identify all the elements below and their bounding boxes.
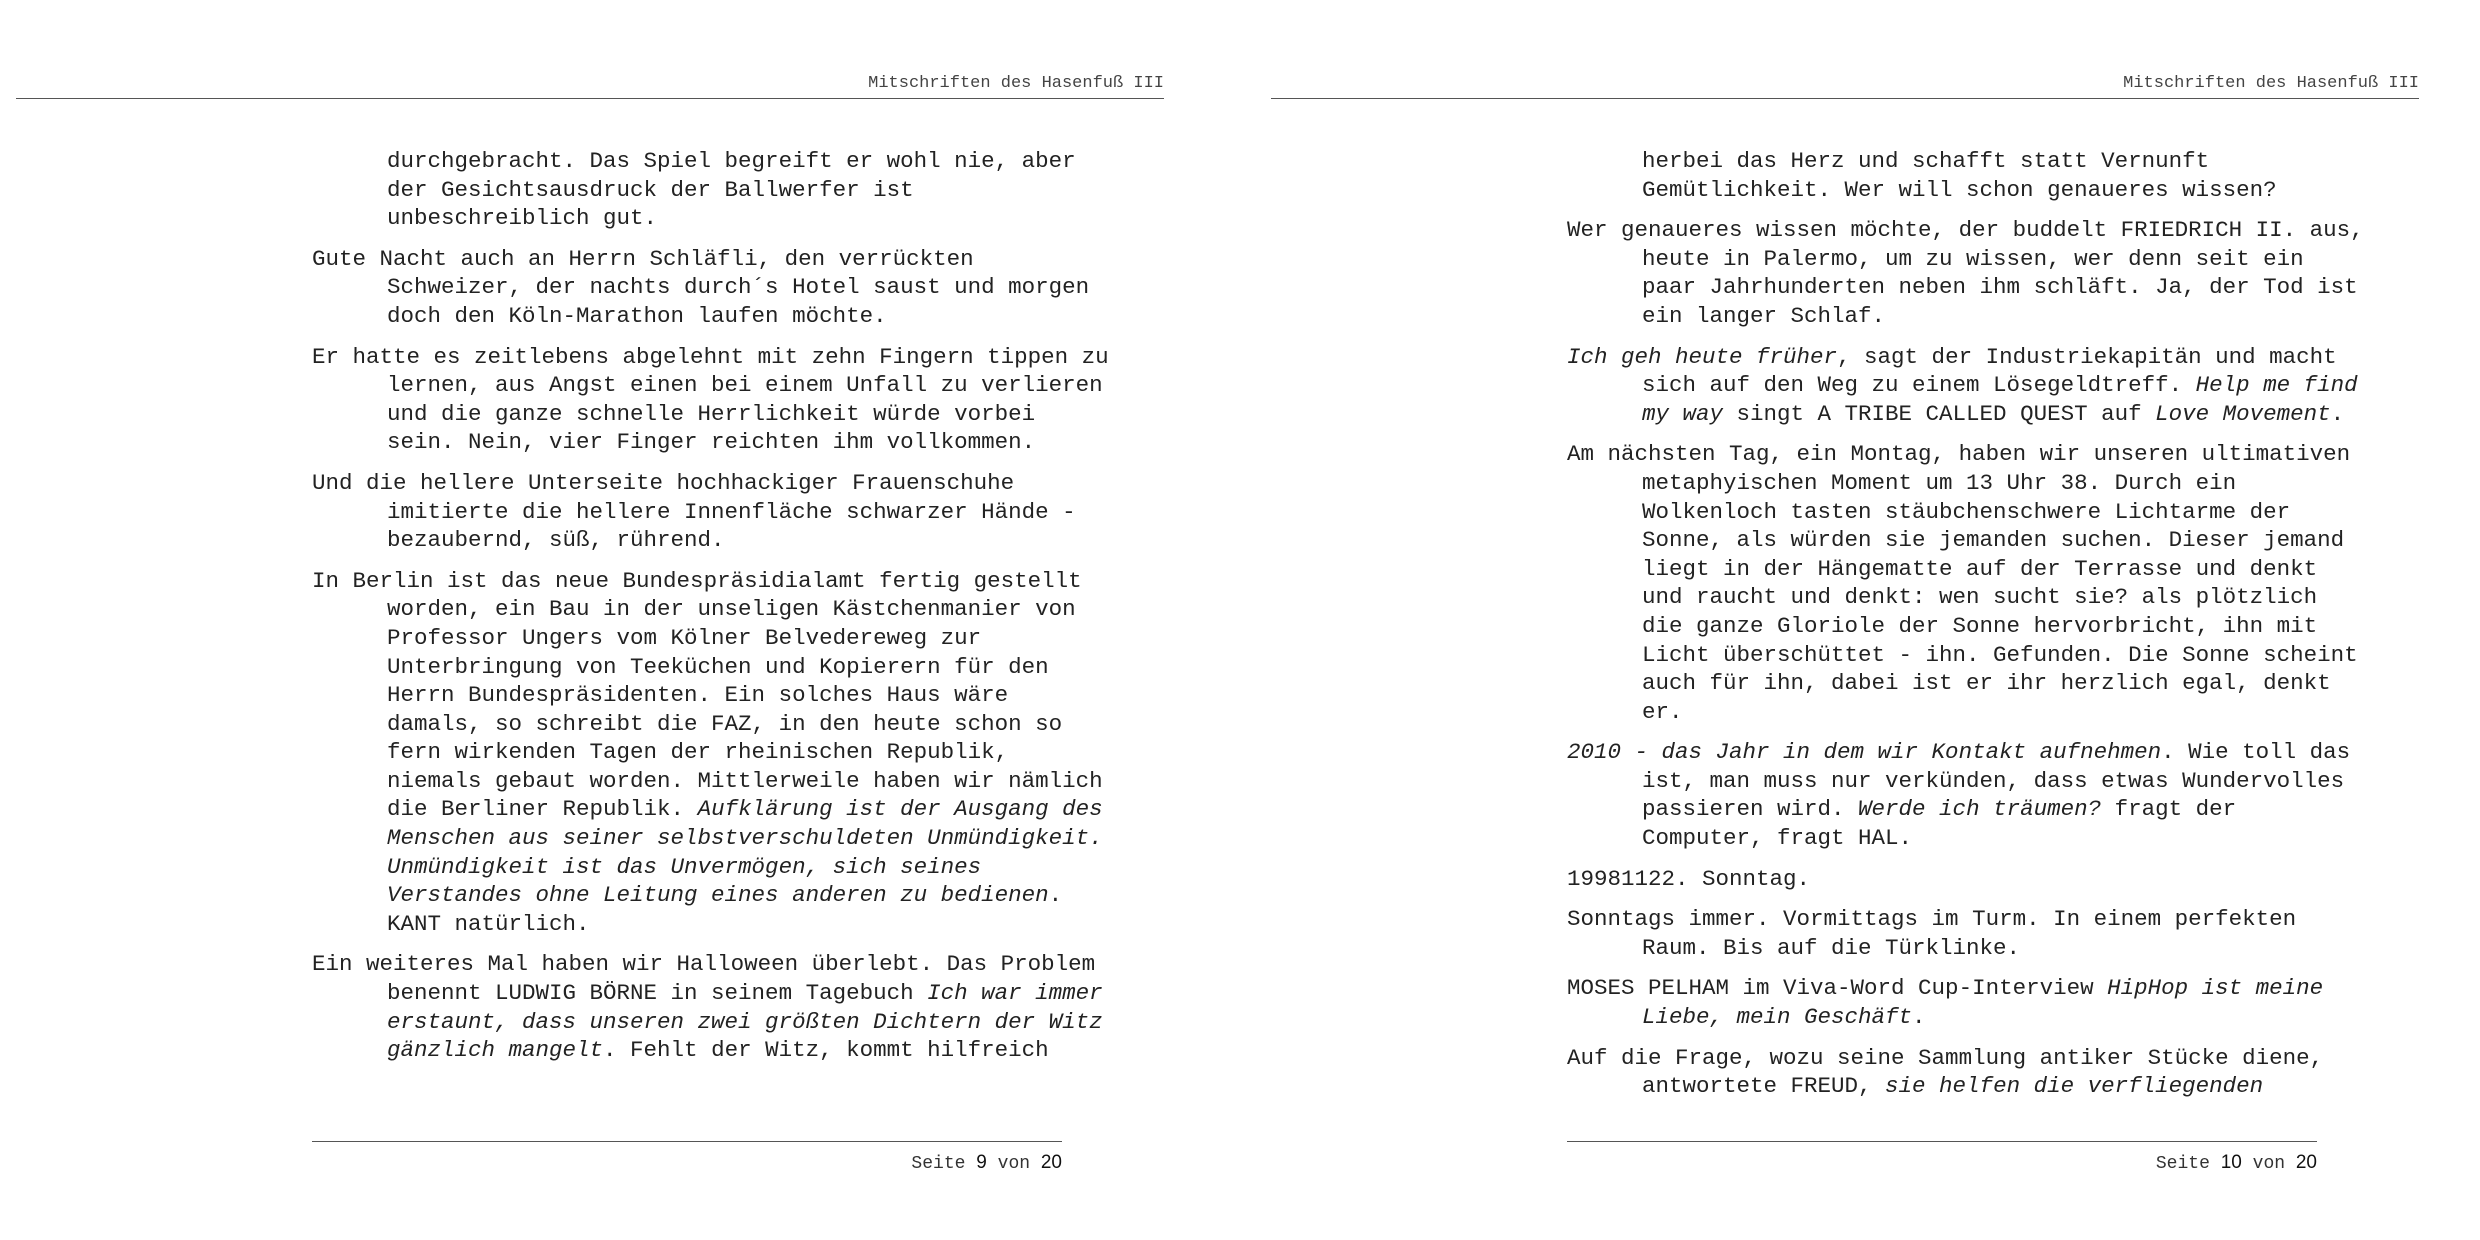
paragraph [1567, 738, 2367, 852]
italic-text: Aufklärung ist der Ausgang des Menschen aus seiner selbstverschuldeten Unmündigkeit. Unmündigkeit ist das Unvermögen, sich seines Verstandes ohne Leitung eines anderen zu bedienen [387, 796, 1103, 909]
paragraph [1567, 440, 2367, 726]
footer-rule [312, 1141, 1062, 1142]
paragraph [1567, 147, 2367, 204]
footer-mid: von [997, 1154, 1031, 1174]
text-segment: Wer genaueres wissen möchte, der buddelt FRIEDRICH II. aus, heute in Palermo, um zu wissen, wer denn seit ein paar Jahrhunderten neben ihm schläft. Ja, der Tod ist ein langer Schlaf. [1567, 217, 2364, 329]
paragraph [1567, 216, 2367, 330]
italic-text: Ich geh heute früher [1567, 343, 1838, 370]
paragraph [312, 147, 1112, 233]
paragraph [312, 469, 1112, 555]
body-text [312, 147, 1112, 1077]
italic-text: HipHop ist meine Liebe, mein Geschäft [1642, 975, 2324, 1031]
footer-prefix: Seite [2155, 1154, 2210, 1174]
text-segment: Er hatte es zeitlebens abgelehnt mit zehn Fingern tippen zu lernen, aus Angst einen bei einem Unfall zu verlieren und die ganze schnelle Herrlichkeit würde vorbei sein. Nein, vier Finger reichten ihm vollkommen. [312, 343, 1109, 456]
text-segment: durchgebracht. Das Spiel begreift er wohl nie, aber der Gesichtsausdruck der Ballwerfer ist unbeschreiblich gut. [387, 148, 1076, 232]
paragraph [1567, 1044, 2367, 1101]
text-segment: , sagt der Industriekapitän und macht sich auf den Weg zu einem Lösegeldtreff. [1642, 343, 2337, 399]
paragraph [312, 245, 1112, 331]
text-segment: . [1912, 1004, 1926, 1031]
paragraph [1567, 905, 2367, 962]
page-number: 9 [976, 1152, 987, 1173]
paragraph [1567, 974, 2367, 1031]
text-segment: fragt der Computer, fragt HAL. [1642, 796, 2237, 852]
text-segment: herbei das Herz und schafft statt Vernunft Gemütlichkeit. Wer will schon genaueres wissen? [1642, 148, 2277, 203]
text-segment: In Berlin ist das neue Bundespräsidialamt fertig gestellt worden, ein Bau in der unseligen Kästchenmanier von Professor Ungers vom Kölner Belvedereweg zur Unterbringung von Teeküchen und Kopierern für den Herrn Bundespräsidenten. Ein solches Haus wäre damals, so schreibt die FAZ, in den heute schon so fern wirkenden Tagen der rheinischen Republik, niemals gebaut worden. Mittlerweile haben wir nämlich die Berliner Republik. [312, 567, 1103, 823]
text-segment: Ein weiteres Mal haben wir Halloween überlebt. Das Problem benennt LUDWIG BÖRNE in seinem Tagebuch [312, 951, 1096, 1007]
page-footer [312, 1152, 1062, 1174]
footer-prefix: Seite [911, 1154, 966, 1174]
running-header: Mitschriften des Hasenfuß III [2123, 74, 2419, 93]
page-total: 20 [1040, 1152, 1062, 1173]
text-segment: . [2330, 400, 2345, 427]
text-segment: Auf die Frage, wozu seine Sammlung antiker Stücke diene, antwortete FREUD, [1567, 1044, 2324, 1100]
italic-text: Werde ich träumen? [1858, 796, 2102, 823]
paragraph [1567, 865, 2367, 894]
paragraph [312, 343, 1112, 457]
footer-mid: von [2252, 1154, 2286, 1174]
text-segment: . Wie toll das ist, man muss nur verkünden, dass etwas Wundervolles passieren wird. [1642, 739, 2351, 823]
footer-rule [1567, 1141, 2317, 1142]
header-rule [16, 98, 1164, 99]
paragraph [1567, 343, 2367, 429]
text-segment: MOSES PELHAM im Viva-Word Cup-Interview [1567, 975, 2108, 1002]
running-header: Mitschriften des Hasenfuß III [868, 74, 1164, 93]
paragraph [312, 567, 1112, 939]
text-segment: singt A TRIBE CALLED QUEST auf [1723, 400, 2156, 427]
text-segment: Am nächsten Tag, ein Montag, haben wir unseren ultimativen metaphyischen Moment um 13 Uhr 38. Durch ein Wolkenloch tasten stäubchenschwere Lichtarme der Sonne, als würden sie jemanden suchen. Dieser jemand liegt in der Hängematte auf der Terrasse und denkt und raucht und denkt: wen sucht sie? als plötzlich die ganze Gloriole der Sonne hervorbricht, ihn mit Licht überschüttet - ihn. Gefunden. Die Sonne scheint auch für ihn, dabei ist er ihr herzlich egal, denkt er. [1567, 441, 2358, 725]
text-segment: . Fehlt der Witz, kommt hilfreich [603, 1037, 1049, 1064]
text-segment: Und die hellere Unterseite hochhackiger Frauenschuhe imitierte die hellere Innenfläche schwarzer Hände - bezaubernd, süß, rührend. [312, 469, 1076, 554]
page-number: 10 [2220, 1152, 2242, 1173]
text-segment: Gute Nacht auch an Herrn Schläfli, den verrückten Schweizer, der nachts durch´s Hotel saust und morgen doch den Köln-Marathon laufen möchte. [312, 245, 1090, 329]
body-text [1567, 147, 2367, 1113]
italic-text: Ich war immer erstaunt, dass unseren zwei größten Dichtern der Witz gänzlich mangelt [387, 980, 1103, 1064]
italic-text: Help me find my way [1642, 372, 2358, 427]
page-right [1255, 0, 2480, 1240]
text-segment: Sonntags immer. Vormittags im Turm. In einem perfekten Raum. Bis auf die Türklinke. [1567, 906, 2297, 961]
text-segment: . KANT natürlich. [387, 882, 1063, 937]
paragraph [312, 950, 1112, 1064]
italic-text: sie helfen die verfliegenden [1885, 1073, 2264, 1100]
italic-text: Love Movement [2155, 400, 2331, 427]
page-total: 20 [2295, 1152, 2317, 1173]
italic-text: 2010 - das Jahr in dem wir Kontakt aufnehmen [1567, 739, 2162, 766]
header-rule [1271, 98, 2419, 99]
text-segment: 19981122. Sonntag. [1567, 865, 1811, 892]
page-footer [1567, 1152, 2317, 1174]
